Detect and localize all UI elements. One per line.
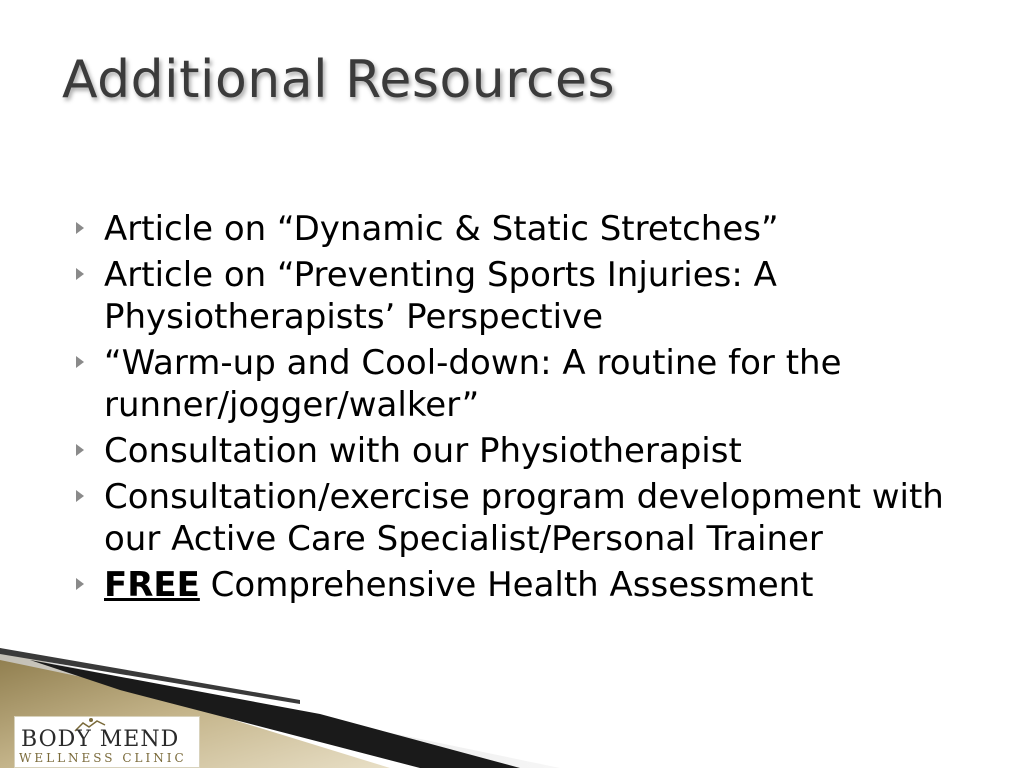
bullet-arrow-icon [76,222,84,234]
list-item-text: Article on “Preventing Sports Injuries: A Physiotherapists’ Perspective [104,255,777,337]
list-item [76,430,976,472]
bullet-arrow-icon [76,490,84,502]
list-item-text: Article on “Dynamic & Static Stretches” [104,209,779,249]
list-item [76,564,976,606]
list-item [76,342,976,426]
list-item [76,208,976,250]
logo-sub-text: WELLNESS CLINIC [19,751,187,765]
list-item-text: Comprehensive Health Assessment [199,565,814,605]
resource-list [76,208,976,610]
bullet-arrow-icon [76,356,84,368]
logo-main-text: BODY MEND [21,727,180,752]
bullet-arrow-icon [76,268,84,280]
list-item-text: Consultation/exercise program development with our Active Care Specialist/Personal Trainer [104,477,944,559]
bullet-arrow-icon [76,578,84,590]
slide-title: Additional Resources [62,50,616,110]
bullet-arrow-icon [76,444,84,456]
list-item [76,254,976,338]
list-item-text: “Warm-up and Cool-down: A routine for the runner/jogger/walker” [104,343,842,425]
free-emphasis: FREE [104,565,200,605]
clinic-logo [14,716,200,768]
list-item-text: Consultation with our Physiotherapist [104,431,742,471]
list-item [76,476,976,560]
